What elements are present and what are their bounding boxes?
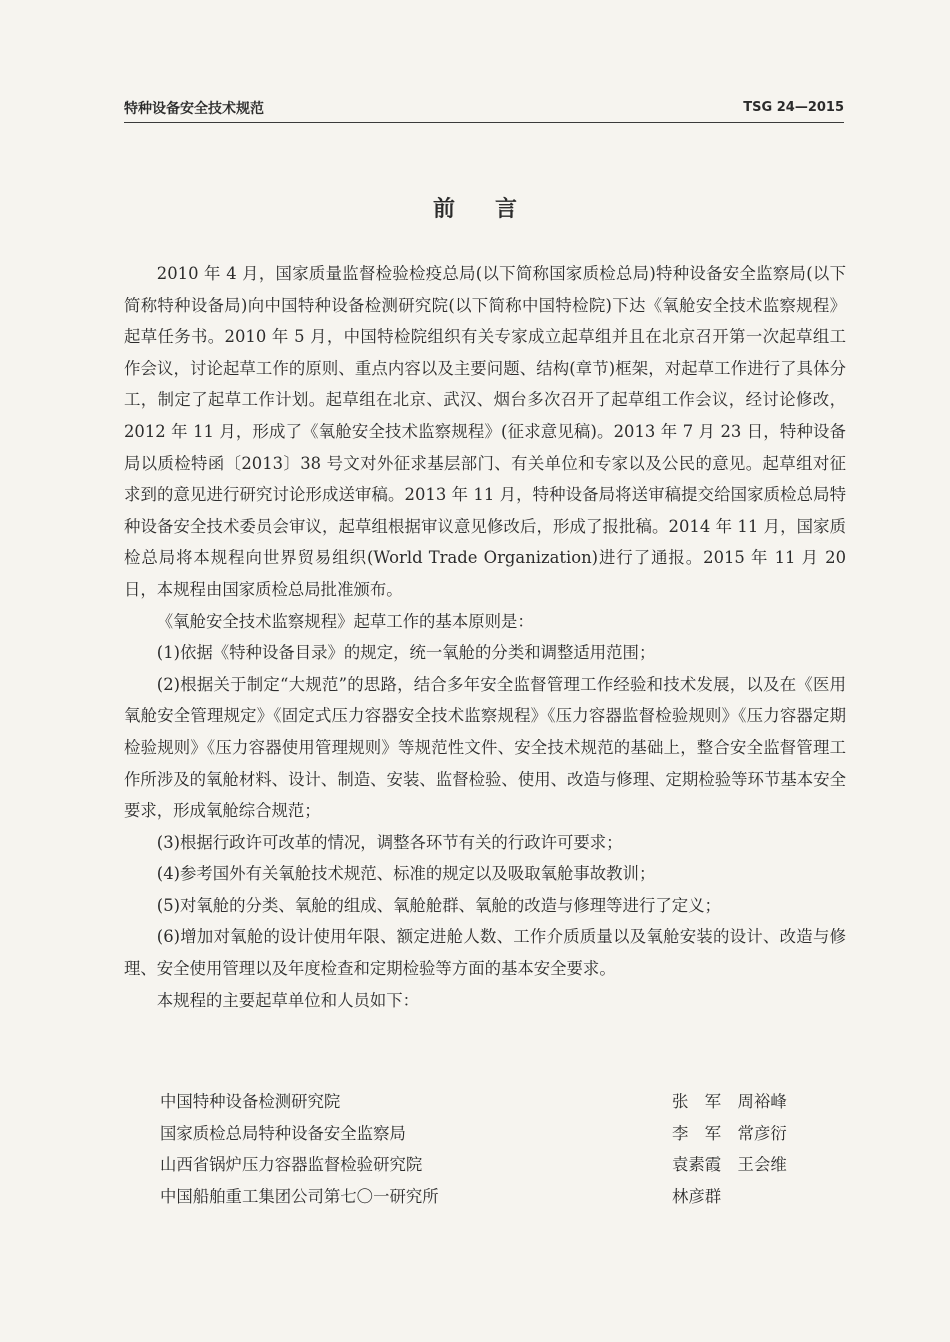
paragraph-history: 2010 年 4 月，国家质量监督检验检疫总局(以下简称国家质检总局)特种设备安全监察局(以下简称特种设备局)向中国特种设备检测研究院(以下简称中国特检院)下达《氧舱安全技术监察规程》起草任务书。2010 年 5 月，中国特检院组织有关专家成立起草组并且在北京召开第一次起草组工作会议，讨论起草工作的原则、重点内容以及主要问题、结构(章节)框架，对起草工作进行了具体分工，制定了起草工作计划。起草组在北京、武汉、烟台多次召开了起草组工作会议，经讨论修改，2012 年 11 月，形成了《氧舱安全技术监察规程》(征求意见稿)。2013 年 7 月 23 日，特种设备局以质检特函〔2013〕38 号文对外征求基层部门、有关单位和专家以及公民的意见。起草组对征求到的意见进行研究讨论形成送审稿。2013 年 11 月，特种设备局将送审稿提交给国家质检总局特种设备安全技术委员会审议，起草组根据审议意见修改后，形成了报批稿。2014 年 11 月，国家质检总局将本规程向世界贸易组织(World Trade Organization)进行了通报。2015 年 11 月 20 日，本规程由国家质检总局批准颁布。 <box>124 264 846 599</box>
unit-name: 国家质检总局特种设备安全监察局 <box>160 1123 406 1143</box>
paragraph-drafters-intro: 本规程的主要起草单位和人员如下： <box>156 990 420 1010</box>
paragraph-principle-2: (2)根据关于制定“大规范”的思路，结合多年安全监督管理工作经验和技术发展，以及在《医用氧舱安全管理规定》《固定式压力容器安全技术监察规程》《压力容器监督检验规则》《压力容器定期检验规则》《压力容器使用管理规则》等规范性文件、安全技术规范的基础上，整合安全监督管理工作所涉及的氧舱材料、设计、制造、安装、监督检验、使用、改造与修理、定期检验等环节基本安全要求，形成氧舱综合规范； <box>124 674 846 821</box>
list-item <box>160 1181 820 1213</box>
header-standard-number: TSG 24—2015 <box>743 100 844 115</box>
unit-name: 中国特种设备检测研究院 <box>160 1092 341 1111</box>
page-title: 前言 <box>432 197 557 222</box>
paragraph-principle-4: (4)参考国外有关氧舱技术规范、标准的规定以及吸取氧舱事故教训； <box>156 864 656 884</box>
list-item <box>160 1086 820 1118</box>
unit-people: 李 军 常彦衍 <box>672 1123 787 1143</box>
unit-name: 中国船舶重工集团公司第七〇一研究所 <box>160 1186 439 1206</box>
list-item <box>160 1149 820 1181</box>
paragraph-principle-3: (3)根据行政许可改革的情况，调整各环节有关的行政许可要求； <box>156 832 623 852</box>
paragraph-principle-5: (5)对氧舱的分类、氧舱的组成、氧舱舱群、氧舱的改造与修理等进行了定义； <box>156 895 721 915</box>
preface-body <box>124 258 846 1016</box>
paragraph-principle-1: (1)依据《特种设备目录》的规定，统一氧舱的分类和调整适用范围； <box>156 643 656 663</box>
unit-people: 林彦群 <box>672 1186 722 1206</box>
unit-name: 山西省锅炉压力容器监督检验研究院 <box>160 1155 423 1175</box>
paragraph-principle-6: (6)增加对氧舱的设计使用年限、额定进舱人数、工作介质质量以及氧舱安装的设计、改造与修理、安全使用管理以及年度检查和定期检验等方面的基本安全要求。 <box>124 927 846 979</box>
unit-people: 张 军 周裕峰 <box>672 1092 787 1111</box>
unit-people: 袁素霞 王会维 <box>672 1155 787 1175</box>
header-series-title: 特种设备安全技术规范 <box>124 101 264 117</box>
list-item <box>160 1118 820 1150</box>
running-header <box>124 96 844 123</box>
drafting-units-list <box>160 1086 820 1212</box>
paragraph-principles-intro: 《氧舱安全技术监察规程》起草工作的基本原则是： <box>156 611 534 631</box>
